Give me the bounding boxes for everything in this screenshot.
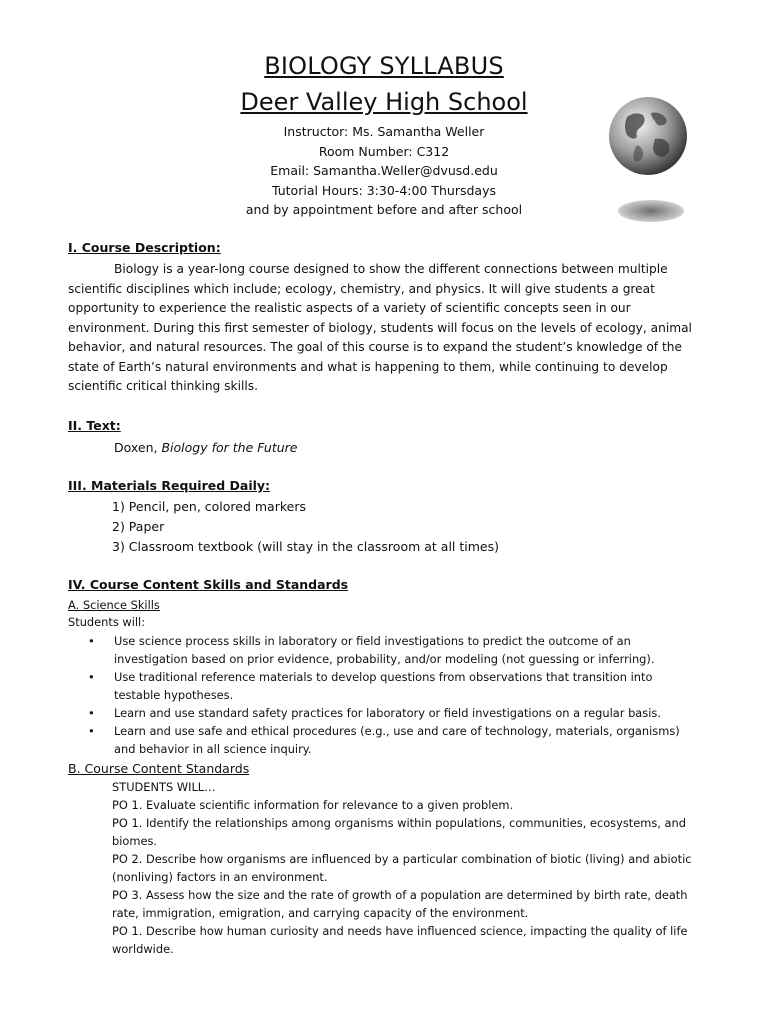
- materials-item: 3) Classroom textbook (will stay in the classroom at all times): [112, 539, 499, 554]
- textbook-author: Doxen,: [114, 440, 162, 455]
- skill-bullet: [88, 704, 688, 722]
- course-description-heading: I. Course Description:: [68, 240, 221, 255]
- skill-bullet: [88, 668, 688, 704]
- standard-item: PO 2. Describe how organisms are influenced by a particular combination of biotic (living) and abiotic (nonliving) factors in an environment.: [112, 852, 692, 884]
- email-line: Email: Samantha.Weller@dvusd.edu: [270, 163, 498, 178]
- standard-item: PO 1. Describe how human curiosity and needs have influenced science, impacting the quality of life worldwide.: [112, 924, 688, 956]
- page-title: BIOLOGY SYLLABUS: [264, 52, 504, 80]
- skill-bullet-text: Use science process skills in laboratory or field investigations to predict the outcome of an investigation based on prior evidence, probability, and/or modeling (not guessing or inferring).: [114, 634, 655, 666]
- bullet-icon: •: [88, 634, 95, 648]
- skill-bullet-text: Learn and use standard safety practices for laboratory or field investigations on a regular basis.: [114, 706, 661, 720]
- content-heading: IV. Course Content Skills and Standards: [68, 577, 349, 592]
- skill-bullet: [88, 722, 688, 758]
- standard-item: PO 1. Identify the relationships among organisms within populations, communities, ecosystems, and biomes.: [112, 816, 686, 848]
- instructor-line: Instructor: Ms. Samantha Weller: [283, 124, 485, 139]
- appointment-line: and by appointment before and after school: [245, 202, 523, 217]
- bullet-icon: •: [88, 706, 95, 720]
- bullet-icon: •: [88, 670, 95, 684]
- skill-bullet-text: Use traditional reference materials to develop questions from observations that transition into testable hypotheses.: [114, 670, 653, 702]
- course-description-body: Biology is a year-long course designed to show the different connections between multiple scientific disciplines which include; ecology, chemistry, and physics. It will give students a great opportunity to experience the realistic aspects of a variety of scientific concepts seen in our environment. During this first semester of biology, students will focus on the levels of ecology, animal behavior, and natural resources. The goal of this course is to expand the student’s knowledge of the state of Earth’s natural environments and what is happening to them, while continuing to develop scientific critical thinking skills.: [68, 262, 692, 393]
- school-name: Deer Valley High School: [240, 88, 528, 116]
- textbook-line: [114, 438, 298, 457]
- bullet-icon: •: [88, 724, 95, 738]
- materials-item: 1) Pencil, pen, colored markers: [112, 499, 306, 514]
- standard-item: PO 3. Assess how the size and the rate of growth of a population are determined by birth rate, death rate, immigration, emigration, and carrying capacity of the environment.: [112, 888, 688, 920]
- standard-item: PO 1. Evaluate scientific information for relevance to a given problem.: [112, 798, 514, 812]
- students-will-label: Students will:: [68, 615, 146, 629]
- standards-heading: B. Course Content Standards: [68, 761, 250, 776]
- science-skills-heading: A. Science Skills: [68, 598, 160, 612]
- materials-item: 2) Paper: [112, 519, 165, 534]
- room-line: Room Number: C312: [318, 143, 450, 159]
- standards-intro: STUDENTS WILL…: [112, 780, 216, 794]
- materials-heading: III. Materials Required Daily:: [68, 478, 271, 493]
- skill-bullet-text: Learn and use safe and ethical procedures (e.g., use and care of technology, materials, organisms) and behavior in all science inquiry.: [114, 724, 680, 756]
- tutorial-hours-line: Tutorial Hours: 3:30-4:00 Thursdays: [272, 182, 496, 198]
- skill-bullet: [88, 632, 688, 668]
- textbook-title: Biology for the Future: [161, 440, 298, 455]
- globe-icon: [607, 95, 689, 227]
- text-heading: II. Text:: [68, 418, 121, 433]
